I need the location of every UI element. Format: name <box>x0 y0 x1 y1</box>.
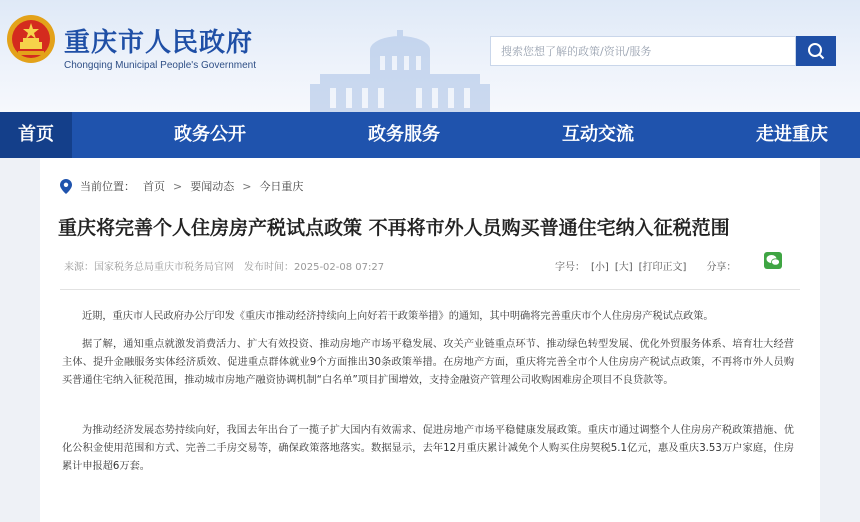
location-pin-icon <box>60 179 72 194</box>
national-emblem-icon <box>6 14 56 64</box>
article-title: 重庆将完善个人住房房产税试点政策 不再将市外人员购买普通住宅纳入征税范围 <box>58 217 730 239</box>
font-large-button[interactable]: [大] <box>614 262 633 273</box>
share-label: 分享： <box>706 262 737 273</box>
site-name[interactable]: 重庆市人民政府 <box>64 28 254 58</box>
breadcrumb-home[interactable]: 首页 <box>143 180 165 193</box>
nav-item-about-chongqing[interactable]: 走进重庆 <box>756 124 828 145</box>
nav-item-home[interactable]: 首页 <box>0 112 72 158</box>
font-small-button[interactable]: [小] <box>591 262 609 273</box>
nav-item-interaction[interactable]: 互动交流 <box>562 124 634 145</box>
site-header <box>0 0 860 112</box>
print-button[interactable]: [打印正文] <box>638 262 687 273</box>
article-tools <box>555 258 736 273</box>
breadcrumb-news[interactable]: 要闻动态 <box>190 180 235 193</box>
nav-item-government-affairs[interactable]: 政务公开 <box>174 124 246 145</box>
article-paragraph-2: 据了解，通知重点就激发消费活力、扩大有效投资、推动房地产市场平稳发展、攻关产业链重点环节、推动绿色转型发展、优化外贸服务体系、培育壮大经营主体、提升金融服务实体经济质效、促进重点群体就业9个方面推出30条政策举措。在房地产方面，重庆将完善全市个人住房房产税试点政策，不再将市外人员购买普通住宅纳入征税范围，推动城市房地产融资协调机制“白名单”项目扩围增效，支持金融资产管理公司收购困难房企项目不良贷款等。 <box>62 339 794 386</box>
search-icon <box>807 42 825 60</box>
article-meta: 来源：国家税务总局重庆市税务局官网 发布时间：2025-02-08 07:27 <box>64 262 385 273</box>
divider <box>60 289 800 290</box>
main-navigation <box>0 112 860 158</box>
site-name-english: Chongqing Municipal People's Government <box>64 60 257 71</box>
search-input[interactable] <box>491 37 795 65</box>
breadcrumb <box>60 178 303 194</box>
font-size-label: 字号： <box>555 262 585 273</box>
article-paragraph-3: 为推动经济发展态势持续向好，我国去年出台了一揽子扩大国内有效需求、促进房地产市场平稳健康发展政策。重庆市通过调整个人住房房产税政策措施、优化公积金使用范围和方式、完善二手房交易等，确保政策落地落实。数据显示，去年12月重庆累计减免个人购买住房契税5.1亿元，惠及重庆3.53万户家庭，住房累计申报超6万套。 <box>62 425 794 472</box>
chevron-right-icon: > <box>173 179 183 193</box>
breadcrumb-prefix: 当前位置： <box>80 180 135 193</box>
article-card <box>40 158 820 522</box>
search-button[interactable] <box>796 36 836 66</box>
wechat-share-icon[interactable] <box>764 252 782 269</box>
city-hall-illustration <box>300 28 500 112</box>
nav-item-government-services[interactable]: 政务服务 <box>368 124 440 145</box>
article-paragraph-1: 近期，重庆市人民政府办公厅印发《重庆市推动经济持续向上向好若干政策举措》的通知，其中明确将完善重庆市个人住房房产税试点政策。 <box>82 311 714 322</box>
chevron-right-icon: > <box>242 179 252 193</box>
breadcrumb-today-chongqing[interactable]: 今日重庆 <box>259 180 304 193</box>
wechat-icon <box>764 252 782 269</box>
search-box <box>490 36 796 66</box>
